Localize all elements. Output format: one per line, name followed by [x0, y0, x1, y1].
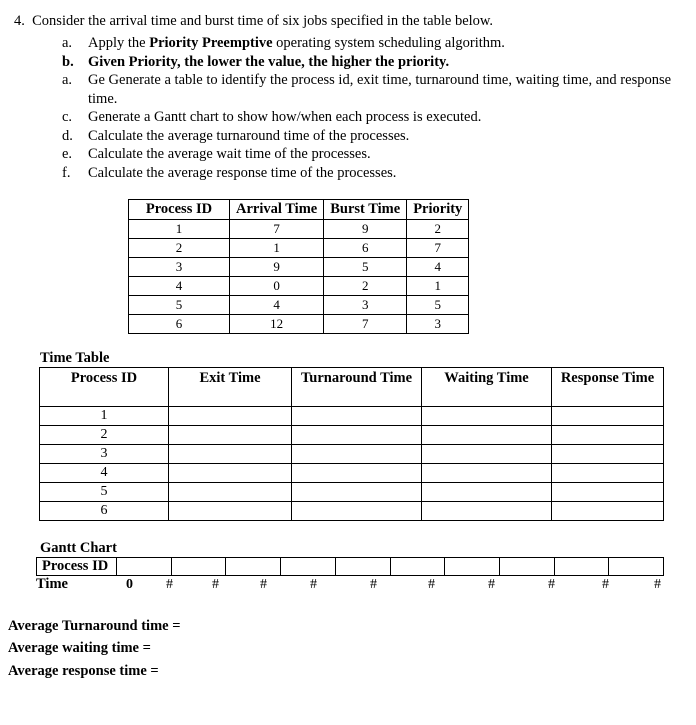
question-text: Consider the arrival time and burst time of six jobs specified in the table below. — [32, 13, 494, 29]
gantt-title: Gantt Chart — [40, 540, 117, 556]
table-cell: 5 — [324, 258, 407, 277]
table-cell: 5 — [129, 296, 230, 315]
table-cell: 7 — [324, 315, 407, 334]
time-table — [39, 367, 664, 521]
average-waiting-label: Average waiting time = — [8, 640, 151, 656]
jobs-table — [128, 199, 469, 334]
waiting-cell[interactable] — [422, 426, 552, 445]
list-marker: d. — [62, 127, 73, 144]
item-text: Calculate the average wait time of the processes. — [88, 146, 371, 162]
gantt-cell[interactable] — [172, 558, 227, 575]
table-cell: 3 — [324, 296, 407, 315]
table-row — [40, 464, 664, 483]
exit-time-cell[interactable] — [169, 407, 292, 426]
question-number: 4. — [14, 13, 25, 29]
turnaround-cell[interactable] — [292, 445, 422, 464]
waiting-cell[interactable] — [422, 464, 552, 483]
exit-time-cell[interactable] — [169, 445, 292, 464]
gantt-row-label: Process ID — [37, 558, 117, 575]
list-marker: e. — [62, 146, 73, 162]
table-cell: 12 — [230, 315, 324, 334]
gantt-cell[interactable] — [336, 558, 391, 575]
gantt-cell[interactable] — [609, 558, 663, 575]
table-cell: 2 — [407, 220, 469, 239]
gantt-time-tick: # — [654, 577, 661, 592]
header-response-time: Response Time — [552, 368, 664, 407]
gantt-time-tick: # — [488, 577, 495, 592]
time-table-title: Time Table — [40, 350, 110, 366]
gantt-time-tick: # — [310, 577, 317, 592]
gantt-cell[interactable] — [117, 558, 172, 575]
table-row — [40, 445, 664, 464]
waiting-cell[interactable] — [422, 407, 552, 426]
response-cell[interactable] — [552, 464, 664, 483]
header-process-id: Process ID — [40, 368, 169, 407]
table-cell: 1 — [407, 277, 469, 296]
table-cell: 1 — [129, 220, 230, 239]
list-item — [62, 145, 682, 164]
table-header-row — [40, 368, 664, 407]
turnaround-cell[interactable] — [292, 502, 422, 521]
table-cell: 1 — [230, 239, 324, 258]
table-row — [129, 239, 469, 258]
gantt-time-tick: # — [548, 577, 555, 592]
table-cell: 9 — [324, 220, 407, 239]
gantt-time-tick: # — [370, 577, 377, 592]
list-item — [62, 127, 682, 146]
table-row — [129, 220, 469, 239]
header-priority: Priority — [407, 200, 469, 220]
gantt-cell[interactable] — [226, 558, 281, 575]
process-id-cell: 6 — [40, 502, 169, 521]
turnaround-cell[interactable] — [292, 407, 422, 426]
process-id-cell: 5 — [40, 483, 169, 502]
waiting-cell[interactable] — [422, 445, 552, 464]
table-cell: 6 — [324, 239, 407, 258]
exit-time-cell[interactable] — [169, 502, 292, 521]
exit-time-cell[interactable] — [169, 464, 292, 483]
table-row — [40, 483, 664, 502]
table-header-row — [129, 200, 469, 220]
table-cell: 2 — [129, 239, 230, 258]
exit-time-cell[interactable] — [169, 426, 292, 445]
table-cell: 9 — [230, 258, 324, 277]
gantt-process-row — [36, 557, 664, 576]
list-marker: a. — [62, 72, 73, 88]
list-marker: b. — [62, 53, 74, 70]
process-id-cell: 2 — [40, 426, 169, 445]
table-cell: 6 — [129, 315, 230, 334]
process-id-cell: 3 — [40, 445, 169, 464]
list-marker: c. — [62, 109, 73, 125]
question-header — [14, 13, 493, 30]
table-cell: 4 — [129, 277, 230, 296]
gantt-cell[interactable] — [445, 558, 500, 575]
gantt-time-label: Time — [36, 576, 68, 592]
gantt-cell[interactable] — [391, 558, 446, 575]
item-text: Ge Generate a table to identify the process id, exit time, turnaround time, waiting time, and response time. — [88, 72, 672, 107]
item-text: Apply the — [88, 35, 150, 51]
gantt-time-tick: # — [602, 577, 609, 592]
turnaround-cell[interactable] — [292, 426, 422, 445]
gantt-cell[interactable] — [555, 558, 610, 575]
response-cell[interactable] — [552, 483, 664, 502]
header-waiting-time: Waiting Time — [422, 368, 552, 407]
header-process-id: Process ID — [129, 200, 230, 220]
instruction-list — [62, 34, 682, 182]
gantt-cell[interactable] — [500, 558, 555, 575]
gantt-time-tick: # — [428, 577, 435, 592]
waiting-cell[interactable] — [422, 483, 552, 502]
waiting-cell[interactable] — [422, 502, 552, 521]
gantt-time-tick: # — [260, 577, 267, 592]
table-row — [129, 315, 469, 334]
response-cell[interactable] — [552, 445, 664, 464]
item-text: operating system scheduling algorithm. — [272, 35, 505, 51]
table-row — [40, 502, 664, 521]
table-cell: 7 — [407, 239, 469, 258]
table-cell: 4 — [407, 258, 469, 277]
gantt-time-tick: # — [212, 577, 219, 592]
table-row — [129, 277, 469, 296]
list-item — [62, 53, 682, 72]
table-cell: 5 — [407, 296, 469, 315]
table-cell: 7 — [230, 220, 324, 239]
item-bold-text: Given Priority, the lower the value, the higher the priority. — [88, 53, 450, 70]
table-cell: 3 — [407, 315, 469, 334]
item-text: Generate a Gantt chart to show how/when each process is executed. — [88, 109, 482, 125]
list-item — [62, 34, 682, 53]
response-cell[interactable] — [552, 407, 664, 426]
process-id-cell: 4 — [40, 464, 169, 483]
table-row — [129, 258, 469, 277]
turnaround-cell[interactable] — [292, 483, 422, 502]
gantt-cell[interactable] — [281, 558, 336, 575]
table-cell: 3 — [129, 258, 230, 277]
turnaround-cell[interactable] — [292, 464, 422, 483]
list-marker: f. — [62, 164, 71, 181]
item-text: Calculate the average response time of the processes. — [88, 164, 397, 181]
gantt-time-start: 0 — [126, 577, 133, 592]
gantt-time-tick: # — [166, 577, 173, 592]
table-row — [129, 296, 469, 315]
response-cell[interactable] — [552, 502, 664, 521]
header-arrival-time: Arrival Time — [230, 200, 324, 220]
header-burst-time: Burst Time — [324, 200, 407, 220]
exit-time-cell[interactable] — [169, 483, 292, 502]
item-text: Calculate the average turnaround time of the processes. — [88, 127, 410, 144]
process-id-cell: 1 — [40, 407, 169, 426]
table-row — [40, 407, 664, 426]
list-item — [62, 108, 682, 127]
list-item — [62, 164, 682, 183]
table-cell: 0 — [230, 277, 324, 296]
header-turnaround-time: Turnaround Time — [292, 368, 422, 407]
average-response-label: Average response time = — [8, 663, 159, 679]
table-cell: 2 — [324, 277, 407, 296]
item-bold-text: Priority Preemptive — [149, 35, 273, 51]
list-marker: a. — [62, 35, 73, 51]
response-cell[interactable] — [552, 426, 664, 445]
table-cell: 4 — [230, 296, 324, 315]
average-turnaround-label: Average Turnaround time = — [8, 618, 181, 634]
header-exit-time: Exit Time — [169, 368, 292, 407]
list-item — [62, 71, 682, 108]
table-row — [40, 426, 664, 445]
